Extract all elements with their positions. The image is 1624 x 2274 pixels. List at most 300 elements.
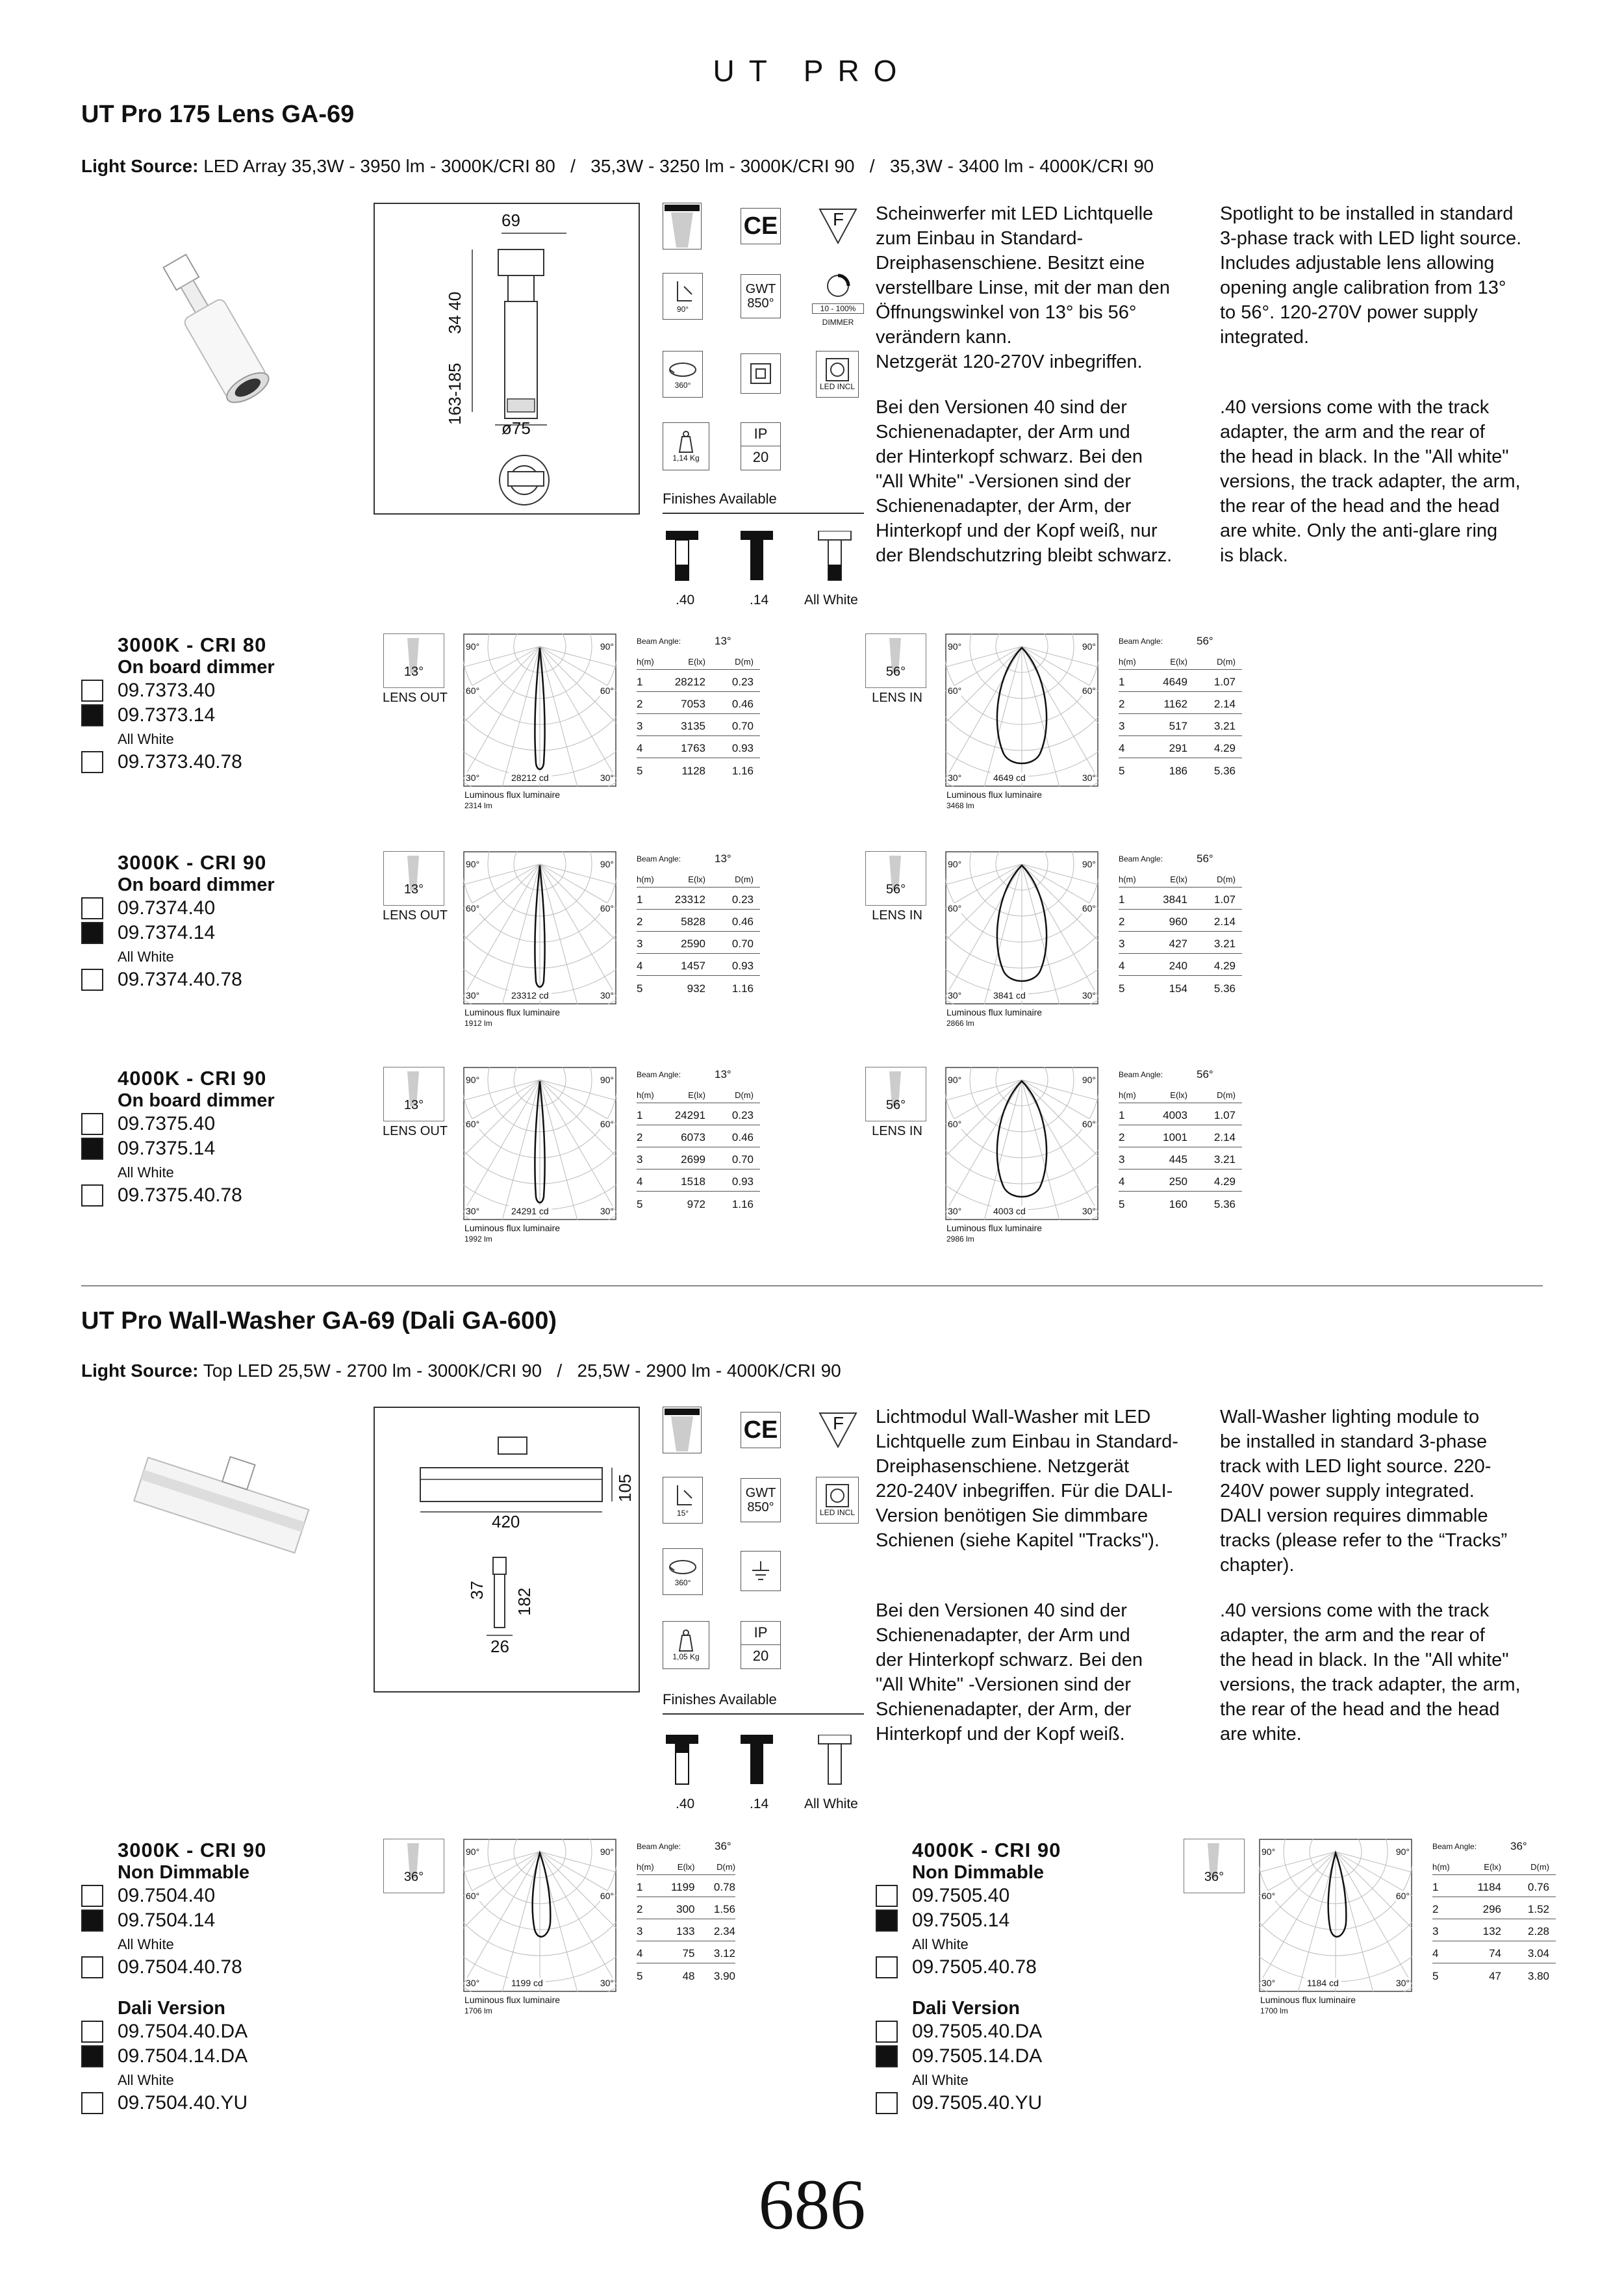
variant-subtitle: Non Dimmable [118,1862,250,1883]
dim-h2: 163-185 [445,363,464,425]
ip-label: IP [741,423,780,446]
section2-title: UT Pro Wall-Washer GA-69 (Dali GA-600) [81,1307,557,1335]
dimmer-label: DIMMER [822,318,854,327]
beam-angle-title: Beam Angle: [1119,854,1163,863]
checkbox-black-14[interactable] [81,922,103,944]
cell-d: 0.46 [731,698,754,710]
beam-icon [865,1067,926,1121]
gwt-icon [741,274,781,318]
section1-title: UT Pro 175 Lens GA-69 [81,101,355,128]
table-row [637,736,760,758]
header-d: D(m) [1217,875,1236,884]
cell-d: 2.28 [1527,1925,1549,1937]
finish-label-14-2: .14 [750,1796,769,1811]
led-incl-icon [816,351,859,398]
checkbox-black-14[interactable] [81,704,103,726]
photometric-table [637,850,760,998]
product-code: 09.7374.40 [118,897,216,919]
table-row [1119,736,1242,758]
checkbox-black-40[interactable] [81,1113,103,1135]
header-h: h(m) [1119,1090,1136,1100]
cell-h: 4 [637,1947,643,1960]
header-e: E(lx) [688,1090,705,1100]
checkbox-black-40[interactable] [81,897,103,919]
flux-label: Luminous flux luminaire [946,1223,1043,1233]
beam-icon [865,851,926,906]
cell-d: 0.76 [1527,1881,1549,1893]
cell-h: 2 [1119,1131,1125,1143]
led-incl-icon-2 [816,1477,859,1524]
polar-diagram-svg [463,633,616,787]
beam-angle-label: 56° [885,665,906,679]
ip-value: 20 [752,449,769,465]
variant-title: 3000K - CRI 80 [118,633,267,656]
cell-h: 3 [637,1153,643,1166]
beam-angle-value: 56° [1197,852,1213,865]
polar-label-90-right: 90° [600,1846,614,1857]
product-code: 09.7505.14.DA [912,2045,1043,2067]
beam-icon [1184,1839,1245,1893]
cell-h: 4 [637,742,643,754]
dim-top: 69 [501,211,520,230]
cell-d: 2.14 [1213,698,1236,710]
polar-label-30-left: 30° [466,773,480,783]
cell-h: 4 [1119,1175,1125,1188]
finishes-label-2: Finishes Available [663,1691,864,1715]
beam-angle-label: 13° [403,665,424,679]
cell-h: 3 [1119,720,1125,732]
photometric-table [1119,1066,1242,1214]
polar-diagram-svg [945,633,1098,787]
polar-label-90-left: 90° [466,641,480,652]
beam-angle-label: 13° [403,1098,424,1112]
lens-label: LENS OUT [382,1124,448,1138]
cell-e: 517 [1169,720,1187,732]
flux-value: 2866 lm [946,1019,974,1028]
beam-angle-value: 36° [715,1840,731,1852]
tilt-label: 90° [676,305,689,314]
cell-e: 74 [1489,1947,1501,1960]
cell-h: 2 [1432,1903,1439,1915]
polar-label-60-right: 60° [600,1891,614,1901]
header-d: D(m) [1217,657,1236,667]
checkbox-white[interactable] [81,2092,103,2114]
cell-e: 427 [1169,938,1187,950]
checkbox-black-14[interactable] [81,1910,103,1932]
table-row [1119,1125,1242,1147]
table-row [1119,1103,1242,1125]
lens-label: LENS IN [872,1124,922,1138]
dimension-drawing-svg [375,204,639,513]
table-row [637,758,760,780]
checkbox-black-40[interactable] [81,680,103,702]
checkbox-black-14[interactable] [876,1910,898,1932]
polar-diagram-svg [1259,1839,1412,1992]
cell-e: 2699 [681,1153,705,1166]
cell-d: 5.36 [1213,1198,1236,1210]
beam-icon [383,1839,444,1893]
beam-angle-title: Beam Angle: [1432,1842,1477,1851]
table-header [637,1856,735,1875]
checkbox-black-14[interactable] [876,2045,898,2067]
header-d: D(m) [735,875,754,884]
beam-icon-block [375,1067,453,1145]
table-row [637,1125,760,1147]
table-row [1119,1147,1242,1169]
polar-label-60-right: 60° [1082,1119,1096,1129]
all-white-label: All White [118,1164,174,1181]
dali-title: Dali Version [912,1998,1021,2019]
table-row [1119,1192,1242,1214]
polar-label-30-left: 30° [466,1978,480,1988]
cell-h: 1 [637,1881,643,1893]
polar-label-90-left: 90° [466,1075,480,1085]
table-header [1119,1084,1242,1103]
table-row [637,1941,735,1963]
cell-h: 5 [1119,982,1125,995]
cell-e: 4649 [1163,676,1187,688]
cell-h: 1 [637,1109,643,1121]
rotate-icon-2 [663,1548,703,1595]
polar-label-30-left: 30° [1262,1978,1276,1988]
table-header [1119,868,1242,888]
polar-label-90-right: 90° [1395,1846,1410,1857]
photometric-table [637,1066,760,1214]
cell-e: 240 [1169,960,1187,972]
cell-d: 1.07 [1213,1109,1236,1121]
polar-diagram [945,633,1098,822]
checkbox-black-40[interactable] [876,1885,898,1907]
cell-h: 1 [637,893,643,906]
table-row [637,1963,735,1986]
header-e: E(lx) [688,657,705,667]
polar-label-90-left: 90° [948,859,962,869]
icon-grid-1 [663,203,864,606]
cell-d: 5.36 [1213,765,1236,777]
beam-angle-label: 56° [885,1098,906,1112]
product-photo-spotlight [156,234,286,422]
cell-d: 3.90 [713,1970,735,1982]
finish-label-40-2: .40 [676,1796,695,1811]
cell-h: 3 [637,720,643,732]
table-row [637,692,760,714]
gwt-label: GWT [745,282,776,296]
cell-e: 75 [682,1947,695,1960]
cell-h: 4 [1119,960,1125,972]
checkbox-black-40[interactable] [81,1885,103,1907]
description-en-3: Wall-Washer lighting module to be installed in standard 3-phase track with LED light source. 220- 240V power supply integrated. DALI version requires dimmable tracks (please refer to the “Tracks” chapter). [1220,1407,1508,1576]
beam-angle-label: 56° [885,882,906,897]
polar-label-60-right: 60° [1082,903,1096,913]
beam-angle-value: 56° [1197,1068,1213,1080]
table-row [637,1897,735,1919]
beam-angle-value: 56° [1197,635,1213,647]
polar-label-30-left: 30° [948,1206,962,1216]
cell-h: 2 [637,915,643,928]
polar-label-30-left: 30° [466,1206,480,1216]
track-icon [663,203,702,249]
flux-label: Luminous flux luminaire [464,1995,561,2005]
cell-e: 291 [1169,742,1187,754]
description-de-3: Lichtmodul Wall-Washer mit LED Lichtquelle zum Einbau in Standard- Dreiphasenschiene. Netzgerät 220-240V inbegriffen. Für die DALI- Version benötigen Sie dimmbare Schienen (siehe Kapitel "Tracks"). [876,1407,1178,1551]
cell-e: 960 [1169,915,1187,928]
tilt-label-2: 15° [676,1509,689,1518]
polar-diagram [463,633,616,822]
f-mark-icon [818,208,857,244]
light-source-text: LED Array 35,3W - 3950 lm - 3000K/CRI 80 / 35,3W - 3250 lm - 3000K/CRI 90 / 35,3W - 3400 lm - 4000K/CRI 90 [203,156,1154,176]
dim-h1: 34 40 [445,291,464,334]
checkbox-white[interactable] [81,1956,103,1978]
polar-label-90-right: 90° [1082,641,1096,652]
cell-e: 296 [1482,1903,1501,1915]
header-h: h(m) [1119,875,1136,884]
checkbox-white[interactable] [81,969,103,991]
cell-d: 2.14 [1213,1131,1236,1143]
finish-label-40: .40 [676,593,695,607]
polar-label-60-left: 60° [948,903,962,913]
gwt-value: 850° [747,296,774,311]
polar-diagram [945,1067,1098,1255]
weight-label-2: 1,05 Kg [672,1652,700,1661]
all-white-label: All White [912,2072,969,2088]
ip-rating-icon-2 [741,1621,781,1669]
cell-d: 3.80 [1527,1970,1549,1982]
beam-angle-label: 36° [1204,1870,1224,1884]
cell-h: 5 [637,765,643,777]
beam-icon-block [375,851,453,929]
table-row [1119,670,1242,692]
finishes-swatches-2 [663,1735,864,1787]
cell-d: 0.93 [731,742,754,754]
checkbox-black-14[interactable] [81,2045,103,2067]
cell-d: 0.46 [731,915,754,928]
polar-candela: 4649 cd [991,773,1028,783]
lens-label: LENS IN [872,691,922,705]
cell-h: 5 [1119,765,1125,777]
lens-label: LENS OUT [382,691,448,705]
cell-d: 4.29 [1213,960,1236,972]
polar-diagram-svg [463,1067,616,1220]
dimmer-range: 10 - 100% [812,303,864,314]
track-icon-2 [663,1407,702,1453]
product-code: 09.7505.40.DA [912,2021,1043,2042]
cell-e: 1518 [681,1175,705,1188]
table-row [1119,758,1242,780]
cell-h: 1 [1119,893,1125,906]
cell-e: 132 [1482,1925,1501,1937]
beam-angle-value: 13° [715,1068,731,1080]
cell-d: 0.70 [731,1153,754,1166]
beam-icon [865,633,926,688]
cell-h: 2 [637,698,643,710]
table-row [637,888,760,910]
polar-label-30-left: 30° [466,990,480,1001]
cell-d: 1.16 [731,982,754,995]
table-row [637,910,760,932]
checkbox-black-14[interactable] [81,1138,103,1160]
product-code: 09.7504.14.DA [118,2045,248,2067]
table-row [1432,1875,1556,1897]
cell-h: 2 [1119,698,1125,710]
cell-e: 24291 [674,1109,705,1121]
cell-h: 1 [637,676,643,688]
polar-label-30-right: 30° [1395,1978,1410,1988]
beam-icon-block [375,1839,453,1917]
variant-title: 4000K - CRI 90 [118,1067,267,1090]
cell-h: 1 [1119,1109,1125,1121]
beam-angle-title: Beam Angle: [637,1842,681,1851]
weight-label: 1,14 Kg [672,454,700,463]
section2-light-source [81,1361,841,1381]
flux-label: Luminous flux luminaire [1260,1995,1356,2005]
header-h: h(m) [637,657,654,667]
polar-label-30-right: 30° [1082,990,1096,1001]
all-white-label: All White [118,949,174,965]
polar-candela: 28212 cd [509,773,552,783]
cell-d: 1.56 [713,1903,735,1915]
flux-label: Luminous flux luminaire [946,1007,1043,1017]
variant-title: 4000K - CRI 90 [912,1839,1061,1861]
polar-label-90-right: 90° [600,859,614,869]
cell-h: 3 [1119,938,1125,950]
table-row [1432,1963,1556,1986]
polar-candela: 24291 cd [509,1206,552,1216]
polar-diagram-svg [945,1067,1098,1220]
variant-subtitle: On board dimmer [118,657,275,678]
cell-h: 2 [637,1903,643,1915]
header-h: h(m) [1119,657,1136,667]
all-white-label: All White [118,2072,174,2088]
product-code: 09.7505.40.78 [912,1956,1037,1978]
product-code: 09.7375.14 [118,1138,216,1159]
technical-drawing-2 [374,1407,640,1693]
ground-icon [741,1551,781,1591]
cell-h: 4 [637,1175,643,1188]
polar-candela: 23312 cd [509,990,552,1001]
cell-h: 2 [637,1131,643,1143]
polar-label-90-right: 90° [600,641,614,652]
product-code: 09.7504.14 [118,1910,216,1931]
table-row [1432,1941,1556,1963]
cell-d: 0.93 [731,960,754,972]
cell-e: 1457 [681,960,705,972]
flux-value: 3468 lm [946,801,974,810]
table-header [1432,1856,1556,1875]
product-code: 09.7504.40.DA [118,2021,248,2042]
beam-angle-title: Beam Angle: [637,854,681,863]
variant-codes [81,1839,354,2117]
all-white-label: All White [118,731,174,747]
variant-subtitle: On board dimmer [118,1090,275,1111]
checkbox-white[interactable] [81,751,103,773]
cell-e: 160 [1169,1198,1187,1210]
beam-angle-title: Beam Angle: [637,1070,681,1079]
checkbox-white[interactable] [876,2092,898,2114]
cell-d: 5.36 [1213,982,1236,995]
cell-h: 1 [1432,1881,1439,1893]
header-h: h(m) [637,1090,654,1100]
cell-e: 1184 [1477,1881,1501,1893]
class-ii-icon [741,353,781,394]
variant-title: 3000K - CRI 90 [118,851,267,874]
polar-label-90-left: 90° [948,641,962,652]
dim-d2: 182 [514,1587,534,1616]
beam-angle-label: 36° [403,1870,424,1884]
cell-e: 445 [1169,1153,1187,1166]
checkbox-white[interactable] [876,1956,898,1978]
cell-e: 1162 [1163,698,1187,710]
cell-e: 932 [687,982,705,995]
polar-label-30-right: 30° [600,1206,614,1216]
cell-h: 3 [637,938,643,950]
header-d: D(m) [735,657,754,667]
flux-label: Luminous flux luminaire [464,1223,561,1233]
cell-e: 1199 [670,1881,695,1893]
polar-label-60-right: 60° [600,685,614,696]
polar-diagram-svg [463,1839,616,1992]
cell-d: 1.16 [731,765,754,777]
checkbox-black-40[interactable] [81,2021,103,2043]
polar-candela: 3841 cd [991,990,1028,1001]
dim-d1: 37 [467,1581,487,1600]
all-white-label: All White [912,1936,969,1952]
polar-label-30-left: 30° [948,773,962,783]
header-e: E(lx) [688,875,705,884]
flux-label: Luminous flux luminaire [464,789,561,800]
dali-title: Dali Version [118,1998,226,2019]
cell-e: 23312 [674,893,705,906]
polar-label-60-right: 60° [1082,685,1096,696]
table-header [637,868,760,888]
polar-diagram [463,1839,616,2027]
header-e: E(lx) [1170,657,1187,667]
icon-grid-2 [663,1407,864,1822]
beam-icon-block [1176,1839,1254,1917]
table-row [1119,932,1242,954]
polar-label-90-right: 90° [600,1075,614,1085]
flux-value: 1912 lm [464,1019,492,1028]
checkbox-white[interactable] [81,1184,103,1207]
polar-label-60-left: 60° [948,1119,962,1129]
polar-label-90-right: 90° [1082,1075,1096,1085]
polar-label-30-right: 30° [1082,773,1096,783]
table-row [1119,954,1242,976]
beam-icon [383,1067,444,1121]
finish-label-14: .14 [750,593,769,607]
cell-d: 2.14 [1213,915,1236,928]
cell-d: 0.70 [731,938,754,950]
lens-label: LENS IN [872,908,922,923]
finishes-swatches-1 [663,531,864,583]
cell-e: 48 [682,1970,695,1982]
product-code: 09.7373.40 [118,680,216,701]
table-row [637,1103,760,1125]
header-e: E(lx) [677,1862,695,1872]
product-code: 09.7374.14 [118,922,216,943]
finishes-label-1: Finishes Available [663,491,864,514]
beam-angle-title: Beam Angle: [1119,1070,1163,1079]
f-mark-icon-2 [818,1412,857,1448]
flux-value: 1992 lm [464,1234,492,1244]
table-row [637,976,760,998]
cell-h: 3 [637,1925,643,1937]
rotate-label: 360° [674,381,691,390]
cell-e: 5828 [681,915,705,928]
header-e: E(lx) [1484,1862,1501,1872]
cell-d: 1.07 [1213,676,1236,688]
variant-title: 3000K - CRI 90 [118,1839,267,1861]
checkbox-black-40[interactable] [876,2021,898,2043]
